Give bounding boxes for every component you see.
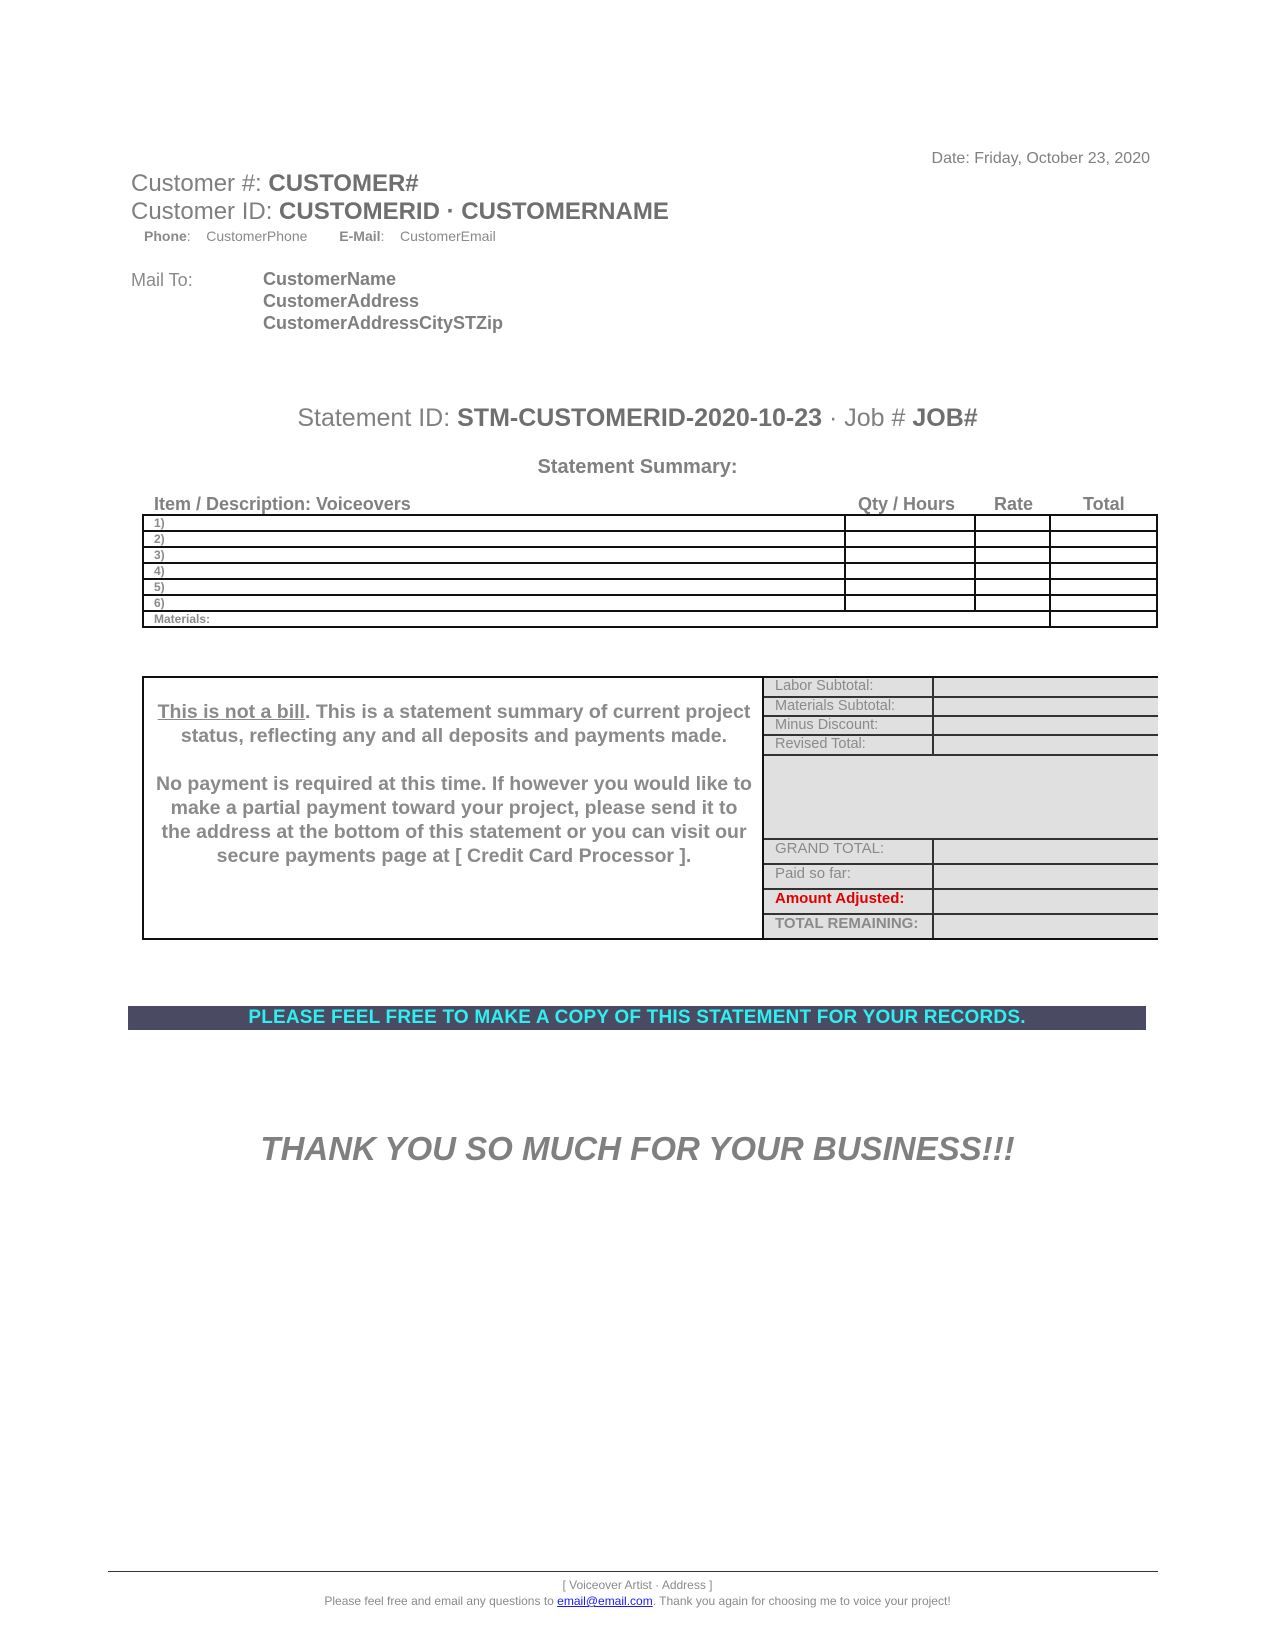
footer-pre-link: Please feel free and email any questions to bbox=[324, 1594, 558, 1608]
labor-subtotal-label: Labor Subtotal: bbox=[764, 678, 934, 696]
total-cell[interactable] bbox=[1050, 595, 1157, 611]
total-cell[interactable] bbox=[1050, 547, 1157, 563]
minus-discount-label: Minus Discount: bbox=[764, 717, 934, 734]
column-header-rate: Rate bbox=[994, 494, 1034, 514]
total-cell[interactable] bbox=[1050, 563, 1157, 579]
rate-cell[interactable] bbox=[975, 515, 1050, 531]
labor-subtotal-row bbox=[764, 678, 1158, 698]
job-label: · Job # bbox=[822, 404, 913, 432]
customer-id-label: Customer ID: bbox=[131, 198, 280, 225]
item-number: 4) bbox=[143, 563, 845, 579]
statement-id bbox=[0, 404, 1275, 433]
mail-to-label: Mail To: bbox=[131, 270, 193, 290]
qty-cell[interactable] bbox=[845, 531, 976, 547]
footer-contact bbox=[0, 1594, 1275, 1608]
note-paragraph-1 bbox=[154, 700, 754, 748]
statement-date: Date: Friday, October 23, 2020 bbox=[931, 150, 1150, 167]
materials-label: Materials: bbox=[143, 611, 1050, 627]
total-remaining-label: TOTAL REMAINING: bbox=[764, 915, 934, 938]
items-table bbox=[142, 514, 1158, 628]
table-row bbox=[143, 515, 1157, 531]
column-header-total: Total bbox=[1083, 494, 1125, 514]
footer-email-link[interactable]: email@email.com bbox=[557, 1594, 653, 1608]
phone-value: CustomerPhone bbox=[206, 228, 308, 244]
table-row bbox=[143, 579, 1157, 595]
materials-row bbox=[143, 611, 1157, 627]
rate-cell[interactable] bbox=[975, 531, 1050, 547]
customer-id-value: CUSTOMERID · CUSTOMERNAME bbox=[279, 198, 669, 225]
grand-total-row bbox=[764, 840, 1158, 865]
total-cell[interactable] bbox=[1050, 531, 1157, 547]
table-row bbox=[143, 547, 1157, 563]
copy-records-banner: PLEASE FEEL FREE TO MAKE A COPY OF THIS STATEMENT FOR YOUR RECORDS. bbox=[128, 1006, 1146, 1030]
rate-cell[interactable] bbox=[975, 595, 1050, 611]
footer-address: [ Voiceover Artist · Address ] bbox=[562, 1578, 713, 1592]
rate-cell[interactable] bbox=[975, 563, 1050, 579]
email-label: E-Mail bbox=[339, 228, 381, 244]
totals-spacer bbox=[764, 756, 1158, 840]
job-value: JOB# bbox=[912, 404, 978, 432]
paid-so-far-row bbox=[764, 865, 1158, 890]
note-paragraph-1-rest: . This is a statement summary of current project status, reflecting any and all deposits and payments made. bbox=[180, 701, 751, 747]
footer-post-link: . Thank you again for choosing me to voice your project! bbox=[652, 1594, 951, 1608]
table-row bbox=[143, 563, 1157, 579]
qty-cell[interactable] bbox=[845, 563, 976, 579]
qty-cell[interactable] bbox=[845, 579, 976, 595]
mail-line-name: CustomerName bbox=[263, 269, 397, 289]
item-number: 2) bbox=[143, 531, 845, 547]
footer-divider bbox=[108, 1571, 1158, 1572]
item-number: 6) bbox=[143, 595, 845, 611]
table-row bbox=[143, 531, 1157, 547]
email-value: CustomerEmail bbox=[399, 228, 496, 244]
customer-number bbox=[131, 170, 419, 198]
revised-total-row bbox=[764, 736, 1158, 756]
column-header-item: Item / Description: Voiceovers bbox=[154, 494, 411, 514]
customer-contact: Phone: CustomerPhone E-Mail: CustomerEmail bbox=[144, 228, 496, 244]
totals-panel bbox=[762, 678, 1158, 938]
total-remaining-row bbox=[764, 915, 1158, 938]
minus-discount-row bbox=[764, 717, 1158, 736]
item-number: 1) bbox=[143, 515, 845, 531]
customer-id bbox=[131, 198, 669, 226]
statement-summary-title: Statement Summary: bbox=[537, 456, 738, 478]
materials-total-cell[interactable] bbox=[1050, 611, 1157, 627]
mail-line-city: CustomerAddressCitySTZip bbox=[263, 313, 504, 333]
summary-box bbox=[142, 676, 1158, 940]
qty-cell[interactable] bbox=[845, 515, 976, 531]
statement-id-value: STM-CUSTOMERID-2020-10-23 bbox=[457, 404, 823, 432]
column-header-qty: Qty / Hours bbox=[858, 494, 956, 514]
item-number: 3) bbox=[143, 547, 845, 563]
thank-you-message: THANK YOU SO MUCH FOR YOUR BUSINESS!!! bbox=[260, 1130, 1015, 1167]
rate-cell[interactable] bbox=[975, 547, 1050, 563]
qty-cell[interactable] bbox=[845, 547, 976, 563]
mail-to-address bbox=[263, 268, 503, 334]
qty-cell[interactable] bbox=[845, 595, 976, 611]
grand-total-label: GRAND TOTAL: bbox=[764, 840, 934, 863]
phone-label: Phone bbox=[144, 228, 187, 244]
item-number: 5) bbox=[143, 579, 845, 595]
amount-adjusted-label: Amount Adjusted: bbox=[764, 890, 934, 913]
customer-number-value: CUSTOMER# bbox=[268, 170, 419, 197]
mail-line-address: CustomerAddress bbox=[263, 291, 420, 311]
rate-cell[interactable] bbox=[975, 579, 1050, 595]
statement-note bbox=[154, 700, 754, 868]
amount-adjusted-row bbox=[764, 890, 1158, 915]
note-paragraph-2: No payment is required at this time. If however you would like to make a partial payment toward your project, please send it to the address at the bottom of this statement or you can visit our secure payments page at [ Credit Card Processor ]. bbox=[156, 773, 752, 867]
not-a-bill-text: This is not a bill bbox=[157, 701, 305, 723]
table-row bbox=[143, 595, 1157, 611]
materials-subtotal-row bbox=[764, 698, 1158, 717]
revised-total-label: Revised Total: bbox=[764, 736, 934, 754]
paid-so-far-label: Paid so far: bbox=[764, 865, 934, 888]
materials-subtotal-label: Materials Subtotal: bbox=[764, 698, 934, 715]
total-cell[interactable] bbox=[1050, 515, 1157, 531]
customer-number-label: Customer #: bbox=[131, 170, 269, 197]
total-cell[interactable] bbox=[1050, 579, 1157, 595]
statement-id-label: Statement ID: bbox=[297, 404, 458, 432]
